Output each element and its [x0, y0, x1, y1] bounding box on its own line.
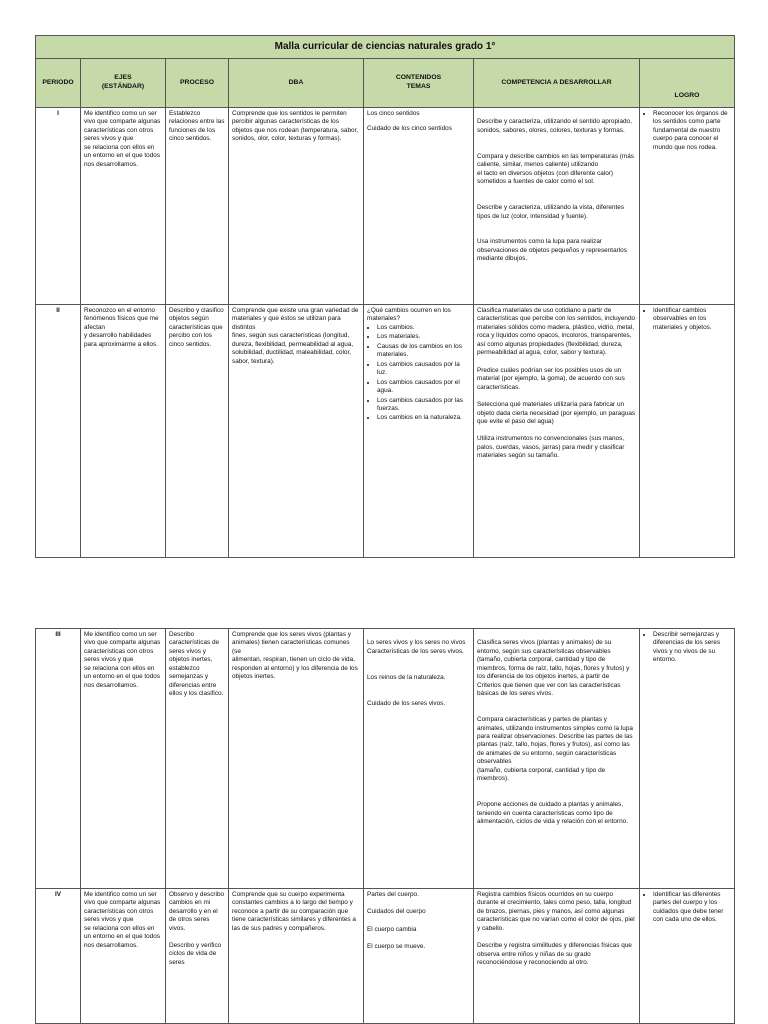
contenidos-cell — [364, 108, 474, 305]
ejes-cell: Reconozco en el entorno fenómenos físicos que me afectan y desarrollo habilidades para aproximarme a ellos. — [81, 305, 166, 558]
competencia-item: Clasifica seres vivos (plantas y animales) de su entorno, según sus características observables (tamaño, cubierta corporal, cantidad y tipo de miembros, forma de raíz, tallo, hojas, flores y frutos) y los diferencia de los objetos inertes, a partir de Criterios que tienen que ver con las características básicas de los seres vivos. — [477, 639, 630, 698]
logro-item: • Identificar cambios observables en los materiales y objetos. — [653, 307, 731, 332]
competencia-item: Registra cambios físicos ocurridos en su cuerpo durante el crecimiento, tales como peso, talla, longitud de brazos, piernas, pies y manos, así como algunas características que no varían como el color de ojos, piel y cabello. — [477, 891, 635, 932]
table-row — [36, 629, 735, 889]
contenido-item: Los cinco sentidos — [367, 110, 420, 117]
competencia-item: Usa instrumentos como la lupa para realizar observaciones de objetos pequeños y representarlos mediante dibujos. — [477, 238, 627, 263]
header-contenidos-line2: TEMAS — [406, 83, 431, 90]
table-row — [36, 889, 735, 1024]
table-row — [36, 108, 735, 305]
header-ejes-line2: (ESTÁNDAR) — [101, 83, 145, 90]
periodo-cell: I — [36, 108, 81, 305]
header-contenidos-line1: CONTENIDOS — [395, 74, 442, 82]
competencia-item: Compara y describe cambios en las temperaturas (más caliente, similar, menos caliente) utilizando el tacto en diversos objetos (con diferente calor) sometidos a fuentes de calor como el sol. — [477, 152, 634, 186]
curriculum-table-page-1 — [35, 35, 734, 558]
dba-cell: Comprende que existe una gran variedad de materiales y que éstos se utilizan para distintos fines, según sus características (longitud, dureza, flexibilidad, permeabilidad al agua, solubilidad, ductilidad, maleabilidad, color, sabor, textura). — [229, 305, 364, 558]
contenidos-cell — [364, 629, 474, 889]
contenidos-intro: ¿Qué cambios ocurren en los materiales? — [367, 307, 451, 323]
contenido-item: • Los cambios. — [377, 324, 470, 332]
contenido-item: Partes del cuerpo. — [367, 891, 419, 898]
competencia-item: Utiliza instrumentos no convencionales (sus manos, palos, cuerdas, vasos, jarras) para medir y clasificar materiales según su tamaño. — [477, 435, 625, 460]
competencia-item: Compara características y partes de plantas y animales, utilizando instrumentos simples como la lupa para realizar observaciones. Describe las partes de las plantas (raíz, tallo, hojas, flores y frutos), así como las de animales de su entorno, según características observables (tamaño, cubierta corporal, cantidad y tipo de miembros). — [477, 716, 633, 783]
header-logro: LOGRO — [640, 59, 735, 108]
competencia-cell — [474, 889, 640, 1024]
header-ejes-line1: EJES — [114, 74, 132, 82]
competencia-cell — [474, 108, 640, 305]
contenido-item: • Causas de los cambios en los materiales. — [377, 343, 470, 360]
dba-cell: Comprende que los sentidos le permiten percibir algunas características de los objetos que nos rodean (temperatura, sabor, sonidos, olor, color, texturas y formas). — [229, 108, 364, 305]
contenido-item: Cuidado de los cinco sentidos — [367, 125, 452, 133]
contenido-item: El cuerpo cambia — [367, 925, 417, 933]
contenido-item: Los reinos de la naturaleza. — [367, 673, 446, 681]
ejes-cell: Me identifico como un ser vivo que comparte algunas características con otros seres vivos y que se relaciona con ellos en un entorno en el que todos nos desarrollamos. — [81, 889, 166, 1024]
competencia-item: Describe y caracteriza, utilizando el sentido apropiado, sonidos, sabores, olores, colores, texturas y formas. — [477, 118, 632, 134]
logro-cell — [640, 889, 735, 1024]
periodo-cell: II — [36, 305, 81, 558]
ejes-cell: Me identifico como un ser vivo que comparte algunas características con otros seres vivos y que se relaciona con ellos en un entorno en el que todos nos desarrollamos. — [81, 629, 166, 889]
logro-item: • Reconocer los órganos de los sentidos como parte fundamental de nuestro cuerpo para conocer el mundo que nos rodea. — [653, 110, 731, 152]
contenidos-cell — [364, 305, 474, 558]
contenido-item: Cuidado de los seres vivos. — [367, 699, 446, 707]
dba-cell: Comprende que los seres vivos (plantas y animales) tienen características comunes (se alimentan, respiran, tienen un ciclo de vida, responden al entorno) y los diferencia de los objetos inertes. — [229, 629, 364, 889]
header-proceso: PROCESO — [166, 59, 229, 108]
ejes-cell: Me identifico como un ser vivo que comparte algunas características con otros seres vivos y que se relaciona con ellos en un entorno en el que todos nos desarrollamos. — [81, 108, 166, 305]
curriculum-table-page-2 — [35, 628, 734, 1024]
table-title: Malla curricular de ciencias naturales grado 1° — [36, 36, 735, 59]
header-periodo: PERIODO — [36, 59, 81, 108]
contenido-item: Lo seres vivos y los seres no vivos Características de los seres vivos. — [367, 639, 466, 655]
logro-item: • Identificar las diferentes partes del cuerpo y los cuidados que debe tener con cada uno de ellos. — [653, 891, 731, 925]
proceso-cell: Observo y describo cambios en mi desarrollo y en el de otros seres vivos. Describo y verifico ciclos de vida de seres — [166, 889, 229, 1024]
competencia-item: Clasifica materiales de uso cotidiano a partir de características que percibe con los sentidos, incluyendo materiales sólidos como madera, plástico, vidrio, metal, roca y líquidos como opacos, incoloros, transparentes, así como algunas propiedades (flexibilidad, dureza, permeabilidad al agua, color, sabor y textura). — [477, 307, 636, 357]
contenido-item: El cuerpo se mueve. — [367, 943, 426, 951]
logro-cell — [640, 108, 735, 305]
competencia-item: Predice cuáles podrían ser los posibles usos de un material (por ejemplo, la goma), de acuerdo con sus características. — [477, 366, 625, 391]
dba-cell: Comprende que su cuerpo experimenta constantes cambios a lo largo del tiempo y reconoce a partir de su comparación que tiene características similares y diferentes a las de sus padres y compañeros. — [229, 889, 364, 1024]
contenido-item: • Los cambios causados por el agua. — [377, 379, 470, 396]
contenido-item: • Los cambios causados por las fuerzas. — [377, 397, 470, 414]
logro-cell — [640, 305, 735, 558]
contenidos-cell — [364, 889, 474, 1024]
table-row — [36, 305, 735, 558]
header-competencia: COMPETENCIA A DESARROLLAR — [474, 59, 640, 108]
competencia-cell — [474, 305, 640, 558]
header-contenidos — [364, 59, 474, 108]
logro-item: • Describir semejanzas y diferencias de los seres vivos y no vivos de su entorno. — [653, 631, 731, 665]
contenido-item: • Los cambios causados por la luz. — [377, 361, 470, 378]
competencia-item: Describe y caracteriza, utilizando la vista, diferentes tipos de luz (color, intensidad y fuente). — [477, 204, 625, 220]
contenido-item: • Los cambios en la naturaleza. — [377, 414, 470, 422]
competencia-item: Propone acciones de cuidado a plantas y animales, teniendo en cuenta características como tipo de alimentación, ciclos de vida y relación con el entorno. — [477, 801, 628, 826]
competencia-cell — [474, 629, 640, 889]
header-ejes — [81, 59, 166, 108]
header-dba: DBA — [229, 59, 364, 108]
periodo-cell: IV — [36, 889, 81, 1024]
competencia-item: Describe y registra similitudes y diferencias físicas que observa entre niños y niñas de su grado reconociéndose y reconociendo al otro. — [477, 942, 632, 967]
periodo-cell: III — [36, 629, 81, 889]
contenido-item: Cuidados del cuerpo — [367, 908, 426, 916]
logro-cell — [640, 629, 735, 889]
proceso-cell: Establezco relaciones entre las funciones de los cinco sentidos. — [166, 108, 229, 305]
contenido-item: • Los materiales. — [377, 333, 470, 341]
proceso-cell: Describo características de seres vivos y objetos inertes, establezco semejanzas y diferencias entre ellos y los clasifico. — [166, 629, 229, 889]
competencia-item: Selecciona qué materiales utilizaría para fabricar un objeto dada cierta necesidad (por ejemplo, un paraguas que evite el paso del agua) — [477, 401, 636, 425]
proceso-cell: Describo y clasifico objetos según características que percibo con los cinco sentidos. — [166, 305, 229, 558]
